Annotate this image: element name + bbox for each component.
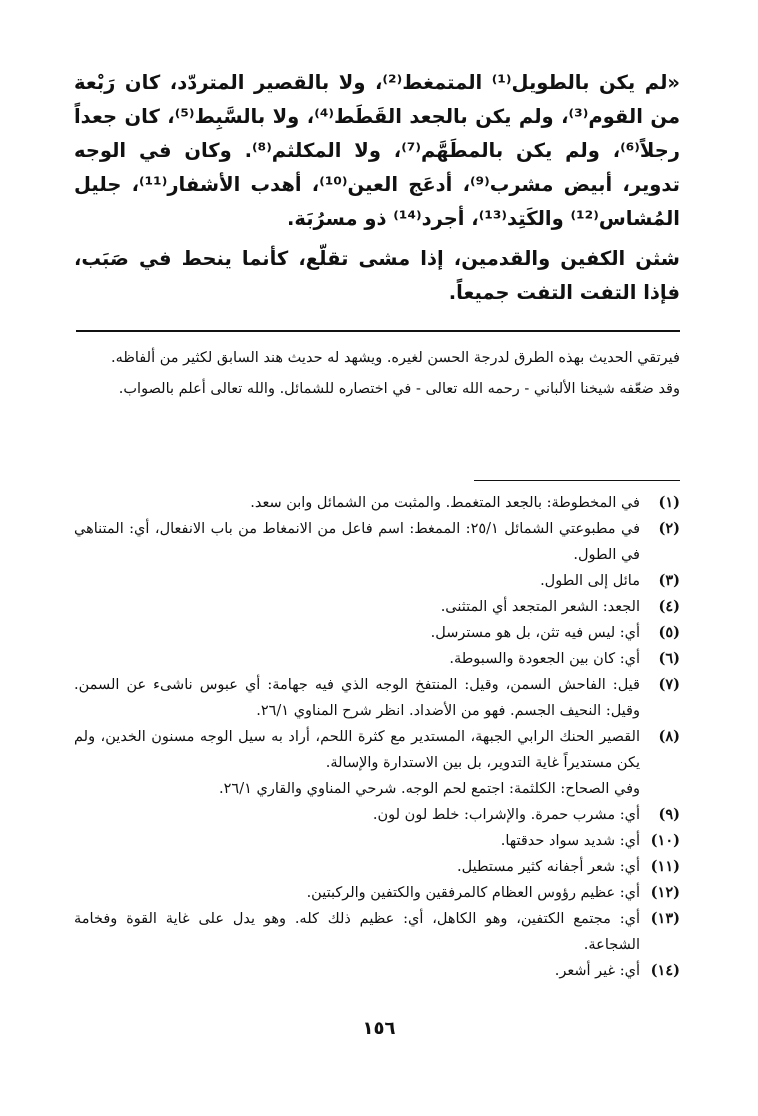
footnote-item xyxy=(74,594,680,620)
section-divider xyxy=(76,330,680,332)
footnote-number: (٣) xyxy=(658,572,680,589)
footnote-text xyxy=(74,672,640,724)
page-number: ١٥٦ xyxy=(362,1018,396,1039)
footnote-line: في مطبوعتي الشمائل ٢٥/١: الممغط: اسم فاعل من الانمغاط من باب الانفعال، أي: المتناهي في الطول. xyxy=(74,521,641,563)
footnote-item xyxy=(74,958,680,984)
footnote-number: (١٢) xyxy=(650,884,680,901)
footnote-item xyxy=(74,620,680,646)
footnote-item xyxy=(74,646,680,672)
footnote-number: (٤) xyxy=(658,598,680,615)
footnote-item xyxy=(74,802,680,828)
footnote-text xyxy=(74,854,640,880)
footnote-item xyxy=(74,880,680,906)
footnote-text xyxy=(74,594,640,620)
footnote-text xyxy=(74,646,640,672)
footnote-number: (٧) xyxy=(658,676,680,693)
footnote-line: وفي الصحاح: الكلثمة: اجتمع لحم الوجه. شرحي المناوي والقاري ٢٦/١. xyxy=(219,781,640,797)
footnote-line: أي: شديد سواد حدقتها. xyxy=(500,833,640,849)
footnote-line: أي: غير أشعر. xyxy=(554,963,640,979)
footnote-text xyxy=(74,906,640,958)
footnote-item xyxy=(74,854,680,880)
footnote-text xyxy=(74,828,640,854)
footnote-number: (١) xyxy=(658,494,680,511)
footnote-divider xyxy=(474,480,680,481)
footnotes-list xyxy=(74,490,680,984)
footnote-text xyxy=(74,568,640,594)
commentary-paragraph-1: فيرتقي الحديث بهذه الطرق لدرجة الحسن لغيره. ويشهد له حديث هند السابق لكثير من ألفاظه. xyxy=(110,350,680,366)
footnote-number: (١١) xyxy=(650,858,680,875)
footnote-line: أي: مشرب حمرة. والإشراب: خلط لون لون. xyxy=(372,807,640,823)
footnote-number: (٦) xyxy=(658,650,680,667)
footnote-text xyxy=(74,958,640,984)
footnote-text xyxy=(74,724,640,802)
commentary xyxy=(76,344,680,406)
footnote-line: الجعد: الشعر المتجعد أي المتثنى. xyxy=(440,599,640,615)
hadith-paragraph-1: «لم يكن بالطويل⁽¹⁾ المتمغط⁽²⁾، ولا بالقصير المتردّد، كان رَبْعة من القوم⁽³⁾، ولم يكن بالجعد القَطَط⁽⁴⁾، ولا بالسَّبِط⁽⁵⁾، كان جعداً رجلاً⁽⁶⁾، ولم يكن بالمطَهَّم⁽⁷⁾، ولا المكلثم⁽⁸⁾. وكان في الوجه تدوير، أبيض مشرب⁽⁹⁾، أدعَج العين⁽¹⁰⁾، أهدب الأشفار⁽¹¹⁾، جليل المُشاس⁽¹²⁾ والكَتِد⁽¹³⁾، أجرد⁽¹⁴⁾ ذو مسرُبَة. xyxy=(74,71,681,230)
footnote-text xyxy=(74,490,640,516)
commentary-paragraph-2: وقد ضعّفه شيخنا الألباني - رحمه الله تعالى - في اختصاره للشمائل. والله تعالى أعلم بالصواب. xyxy=(118,381,680,397)
footnote-item xyxy=(74,516,680,568)
footnote-text xyxy=(74,516,640,568)
footnote-item xyxy=(74,906,680,958)
footnote-line: أي: عظيم رؤوس العظام كالمرفقين والكتفين والركبتين. xyxy=(306,885,640,901)
footnote-line: مائل إلى الطول. xyxy=(540,573,640,589)
footnote-line: القصير الحنك الرابي الجبهة، المستدير مع كثرة اللحم، أراد به سيل الوجه مسنون الخدين، ولم يكن مستديراً غاية التدوير، بل بين الاستدارة والإسالة. xyxy=(74,729,640,771)
footnote-number: (١٣) xyxy=(650,910,680,927)
hadith-paragraph-2: شثن الكفين والقدمين، إذا مشى تقلّع، كأنما ينحط في صَبَب، فإذا التفت التفت جميعاً. xyxy=(74,247,680,304)
footnote-number: (٩) xyxy=(658,806,680,823)
footnote-line: قيل: الفاحش السمن، وقيل: المنتفخ الوجه الذي فيه جهامة: أي عبوس ناشىء عن السمن. وقيل: النحيف الجسم. فهو من الأضداد. انظر شرح المناوي ٢٦/١. xyxy=(74,677,640,719)
footnote-item xyxy=(74,672,680,724)
footnote-text xyxy=(74,620,640,646)
footnote-line: أي: مجتمع الكتفين، وهو الكاهل، أي: عظيم ذلك كله. وهو يدل على غاية القوة وفخامة الشجاعة. xyxy=(74,911,640,953)
footnote-line: أي: ليس فيه تثن، بل هو مسترسل. xyxy=(430,625,640,641)
footnote-item xyxy=(74,724,680,802)
footnote-number: (١٤) xyxy=(650,962,680,979)
footnote-number: (٨) xyxy=(658,728,680,745)
footnote-line: في المخطوطة: بالجعد المتغمط. والمثبت من الشمائل وابن سعد. xyxy=(250,495,640,511)
footnote-item xyxy=(74,828,680,854)
footnote-number: (١٠) xyxy=(650,832,680,849)
footnote-number: (٢) xyxy=(658,520,680,537)
footnote-line: أي: شعر أجفانه كثير مستطيل. xyxy=(457,859,640,875)
footnote-item xyxy=(74,490,680,516)
footnote-text xyxy=(74,802,640,828)
footnote-item xyxy=(74,568,680,594)
footnote-text xyxy=(74,880,640,906)
hadith-text xyxy=(74,66,680,316)
footnote-line: أي: كان بين الجعودة والسبوطة. xyxy=(449,651,640,667)
footnote-number: (٥) xyxy=(658,624,680,641)
